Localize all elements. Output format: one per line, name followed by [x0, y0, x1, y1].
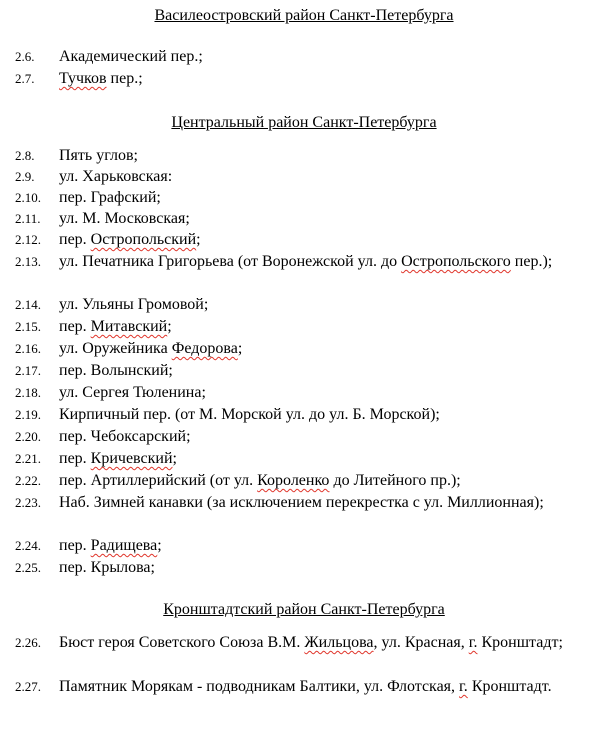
spellcheck-word: г.: [459, 678, 468, 695]
item-text: ул. Сергея Тюленина;: [59, 384, 206, 401]
item-number: 2.22.: [15, 473, 41, 488]
item-text: Памятник Морякам - подводникам Балтики, ул. Флотская, г. Кронштадт.: [59, 678, 552, 695]
spellcheck-word: г.: [468, 634, 478, 651]
item-text: Пять углов;: [59, 147, 138, 164]
list-item: [15, 632, 601, 653]
item-number: 2.12.: [15, 232, 41, 247]
item-number: 2.21.: [15, 451, 41, 466]
list-item: [15, 68, 601, 89]
item-number: 2.24.: [15, 538, 41, 553]
list-item: [15, 404, 601, 425]
item-number: 2.16.: [15, 341, 41, 356]
section-heading-vasileostrovsky: Василеостровский район Санкт-Петербурга: [154, 7, 454, 24]
list-item: [15, 382, 601, 403]
item-text: пер. Артиллерийский (от ул. Короленко до Литейного пр.);: [59, 472, 461, 489]
list-item: [15, 470, 601, 491]
item-text: пер. Митавский;: [59, 318, 172, 335]
section-heading-kronshtadt: Кронштадтский район Санкт-Петербурга: [163, 601, 445, 618]
list-item: [15, 166, 601, 187]
item-number: 2.26.: [15, 635, 41, 650]
item-number: 2.8.: [15, 148, 35, 163]
item-number: 2.11.: [15, 211, 41, 226]
list-item: [15, 208, 601, 229]
item-text: ул. Оружейника Федорова;: [59, 340, 243, 357]
spellcheck-word: Федорова: [171, 340, 238, 357]
spellcheck-word: Остропольского: [401, 253, 511, 270]
list-item: [15, 229, 601, 250]
item-text: Академический пер.;: [59, 48, 203, 65]
item-number: 2.18.: [15, 385, 41, 400]
list-item: [15, 676, 601, 697]
list-item: [15, 360, 601, 381]
section-heading-central: Центральный район Санкт-Петербурга: [171, 114, 437, 131]
item-text: пер. Радищева;: [59, 537, 162, 554]
item-text: Наб. Зимней канавки (за исключением перекрестка с ул. Миллионная);: [59, 494, 544, 511]
item-text: пер. Кричевский;: [59, 450, 177, 467]
list-item: [15, 557, 601, 578]
list-item: [15, 316, 601, 337]
list-item: [15, 251, 601, 272]
item-number: 2.7.: [15, 71, 35, 86]
list-item: [15, 426, 601, 447]
item-number: 2.15.: [15, 319, 41, 334]
item-number: 2.23.: [15, 495, 41, 510]
list-item: [15, 187, 601, 208]
item-number: 2.9.: [15, 169, 35, 184]
item-text: ул. Харьковская:: [59, 168, 173, 185]
item-text: Кирпичный пер. (от М. Морской ул. до ул. Б. Морской);: [59, 406, 440, 423]
item-number: 2.27.: [15, 679, 41, 694]
item-number: 2.10.: [15, 190, 41, 205]
item-text: ул. Ульяны Громовой;: [59, 296, 209, 313]
item-text: пер. Графский;: [59, 189, 161, 206]
list-item: [15, 492, 601, 513]
item-number: 2.20.: [15, 429, 41, 444]
list-item: [15, 448, 601, 469]
list-item: [15, 46, 601, 67]
item-text: пер. Крылова;: [59, 559, 155, 576]
spellcheck-word: Митавский: [90, 318, 168, 335]
spellcheck-word: Кричевский: [90, 450, 173, 467]
spellcheck-word: Радищева: [90, 537, 158, 554]
spellcheck-word: Короленко: [257, 472, 330, 489]
item-text: пер. Остропольский;: [59, 231, 201, 248]
spellcheck-word: Жильцова: [304, 634, 374, 651]
item-number: 2.19.: [15, 407, 41, 422]
item-text: ул. Печатника Григорьева (от Воронежской ул. до Остропольского пер.);: [59, 253, 553, 270]
item-text: пер. Чебоксарский;: [59, 428, 191, 445]
list-item: [15, 338, 601, 359]
item-text: ул. М. Московская;: [59, 210, 190, 227]
spellcheck-word: Остропольский: [90, 231, 197, 248]
item-text: пер. Волынский;: [59, 362, 173, 379]
item-text: Бюст героя Советского Союза В.М. Жильцова, ул. Красная, г. Кронштадт;: [59, 634, 563, 651]
list-item: [15, 294, 601, 315]
item-number: 2.6.: [15, 49, 35, 64]
list-item: [15, 535, 601, 556]
item-text: Тучков пер.;: [59, 70, 143, 87]
item-number: 2.13.: [15, 254, 41, 269]
item-number: 2.25.: [15, 560, 41, 575]
item-number: 2.14.: [15, 297, 41, 312]
spellcheck-word: Тучков: [59, 70, 107, 87]
item-number: 2.17.: [15, 363, 41, 378]
list-item: [15, 145, 601, 166]
